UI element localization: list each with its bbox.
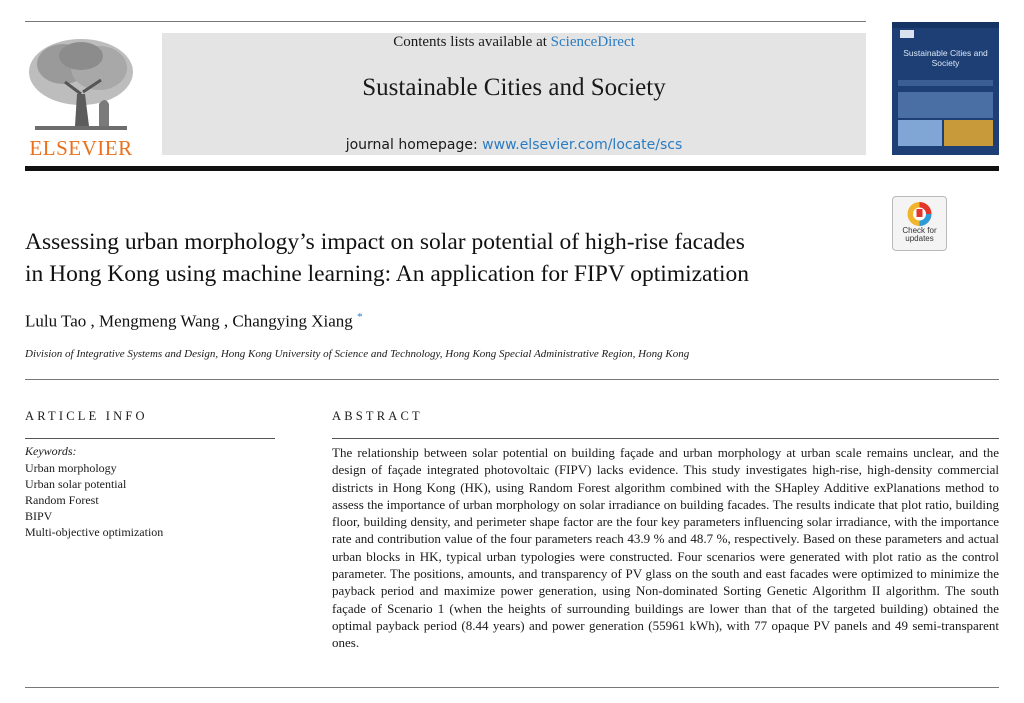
badge-line-1: Check for bbox=[902, 226, 937, 235]
keyword-item: Multi-objective optimization bbox=[25, 525, 164, 539]
abstract-rule bbox=[332, 438, 999, 439]
homepage-prefix: journal homepage: bbox=[345, 137, 483, 153]
journal-cover-thumbnail[interactable] bbox=[892, 22, 999, 155]
publisher-wordmark: ELSEVIER bbox=[29, 136, 133, 160]
contents-prefix: Contents lists available at bbox=[393, 34, 551, 50]
keyword-item: Urban morphology bbox=[25, 461, 117, 475]
cover-title: Sustainable Cities and Society bbox=[903, 48, 988, 68]
author-1[interactable]: Lulu Tao bbox=[25, 311, 87, 331]
badge-line-2: updates bbox=[905, 234, 934, 243]
title-line-2: in Hong Kong using machine learning: An application for FIPV optimization bbox=[25, 261, 750, 287]
affiliation: Division of Integrative Systems and Design, Hong Kong University of Science and Technology, Hong Kong Special Administrative Region, Hong Kong bbox=[25, 348, 690, 360]
keyword-item: Random Forest bbox=[25, 493, 99, 507]
author-separator: , bbox=[86, 311, 100, 331]
keyword-list bbox=[25, 460, 163, 540]
author-2[interactable]: Mengmeng Wang bbox=[99, 311, 220, 331]
abstract-heading: ABSTRACT bbox=[332, 409, 423, 423]
update-badge-icon bbox=[893, 199, 946, 229]
check-for-updates-label bbox=[893, 227, 946, 243]
article-info-rule bbox=[25, 438, 275, 439]
keywords-label: Keywords: bbox=[25, 444, 77, 458]
title-line-1: Assessing urban morphology’s impact on solar potential of high-rise facades bbox=[25, 229, 745, 255]
article-info-heading: ARTICLE INFO bbox=[25, 409, 148, 423]
author-separator: , bbox=[219, 311, 233, 331]
footer-rule bbox=[25, 687, 999, 688]
contents-line bbox=[162, 34, 866, 51]
sciencedirect-link[interactable]: ScienceDirect bbox=[550, 34, 635, 50]
section-divider bbox=[25, 379, 999, 380]
abstract-text: The relationship between solar potential on building façade and urban morphology at urban scale remains unclear, and the design of façade integrated photovoltaic (FIPV) lacks evidence. This study investigates high-rise, high-density commercial districts in Hong Kong (HK), using Random Forest algorithm combined with the SHapley Additive exPlanations method to assess the importance of urban morphology on solar irradiance on building facades. The results indicate that plot ratio, building floor, building density, and perimeter shape factor are the four key parameters influencing solar irradiance, with the importance rate and contribution value of the four parameters reach 43.9 % and 48.7 %, respectively. Based on these parameters and actual urban blocks in HK, typical urban typologies were constructed. Four scenarios were generated with plot ratio as the control parameter. The positions, amounts, and transparency of PV glass on the south and east facades were optimized to minimize the payback period and maximize power generation, using Non-dominated Sorting Genetic Algorithm II algorithm. The south façade of Scenario 1 (when the heights of surrounding buildings are lower than that of the targeted building) obtained the optimal payback period (8.44 years) and power generation (55961 kWh), with 77 opaque PV panels and 49 semi-transparent ones. bbox=[332, 445, 999, 651]
cover-logo-mark bbox=[900, 30, 914, 38]
corresponding-author-marker[interactable]: * bbox=[357, 311, 363, 323]
keyword-item: Urban solar potential bbox=[25, 477, 127, 491]
keyword-item: BIPV bbox=[25, 509, 53, 523]
journal-title[interactable]: Sustainable Cities and Society bbox=[362, 74, 666, 101]
article-title bbox=[25, 226, 875, 290]
author-list bbox=[25, 311, 363, 332]
author-3[interactable]: Changying Xiang bbox=[232, 311, 353, 331]
header-thick-rule bbox=[25, 166, 999, 171]
homepage-line bbox=[162, 137, 866, 153]
journal-homepage-link[interactable]: www.elsevier.com/locate/scs bbox=[482, 137, 683, 153]
check-for-updates-button[interactable] bbox=[892, 196, 947, 251]
tree-icon bbox=[25, 34, 137, 134]
header-top-rule bbox=[25, 21, 866, 22]
